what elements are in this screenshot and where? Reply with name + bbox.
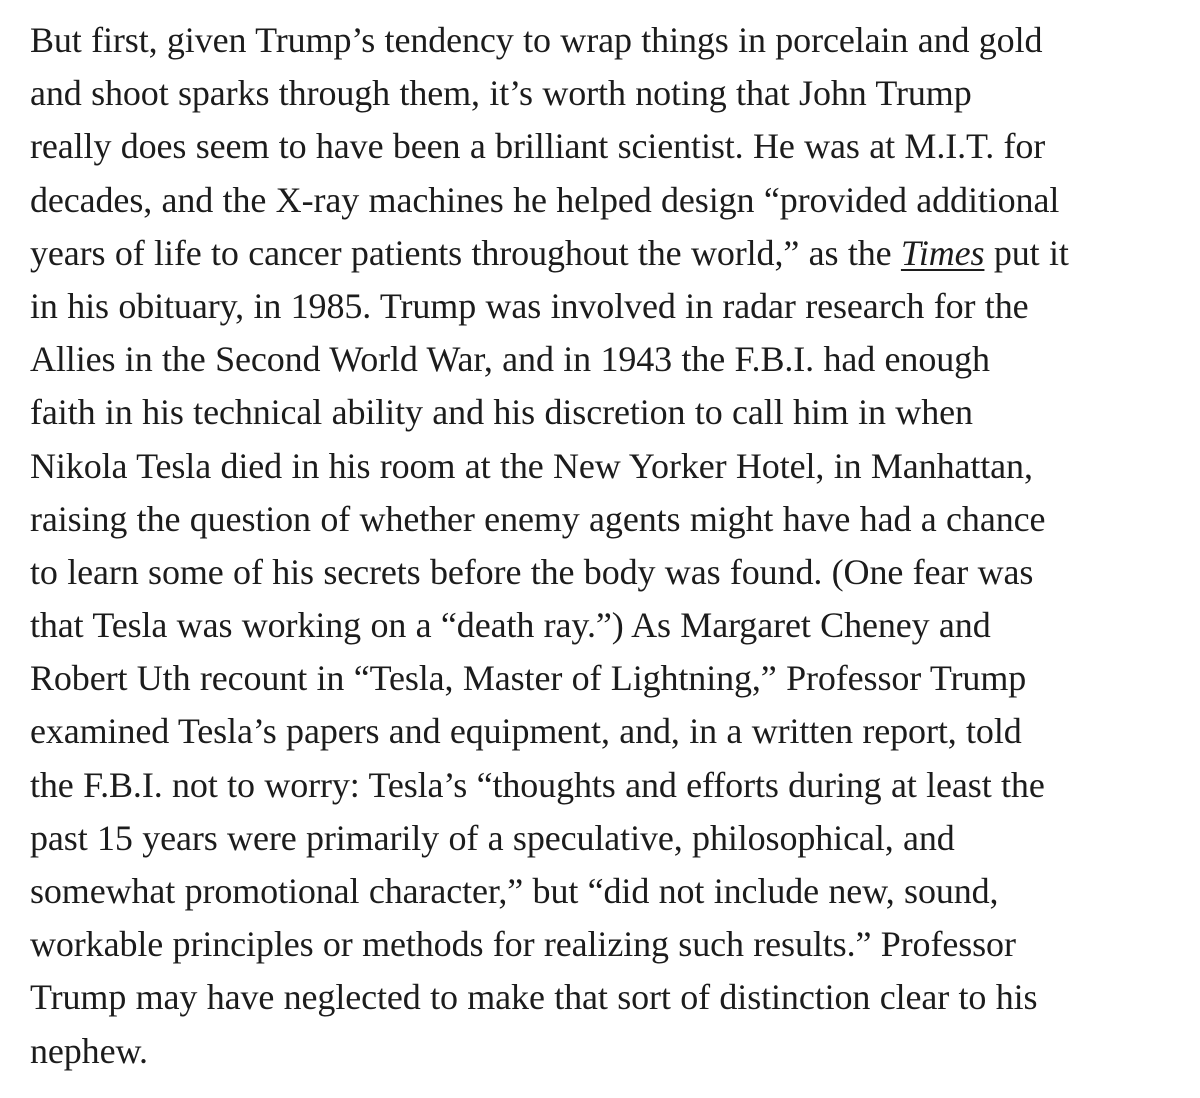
line-5-text-after-link: put it xyxy=(984,232,1069,273)
paragraph-line-6: in his obituary, in 1985. Trump was involved in radar research for the xyxy=(30,285,1029,326)
paragraph-line-8: faith in his technical ability and his discretion to call him in when xyxy=(30,392,973,433)
paragraph-line-11: to learn some of his secrets before the body was found. (One fear was xyxy=(30,551,1034,592)
paragraph-line-12: that Tesla was working on a “death ray.”) As Margaret Cheney and xyxy=(30,605,991,646)
paragraph-line-7: Allies in the Second World War, and in 1943 the F.B.I. had enough xyxy=(30,339,990,380)
paragraph-line-15: the F.B.I. not to worry: Tesla’s “thoughts and efforts during at least the xyxy=(30,764,1045,805)
paragraph-line-4: decades, and the X-ray machines he helped design “provided additional xyxy=(30,179,1060,220)
paragraph-line-1: But first, given Trump’s tendency to wrap things in porcelain and gold xyxy=(30,20,1043,60)
paragraph-line-3: really does seem to have been a brilliant scientist. He was at M.I.T. for xyxy=(30,126,1046,167)
paragraph-line-10: raising the question of whether enemy agents might have had a chance xyxy=(30,498,1046,539)
paragraph-line-17: somewhat promotional character,” but “did not include new, sound, xyxy=(30,871,999,911)
paragraph-line-16: past 15 years were primarily of a speculative, philosophical, and xyxy=(30,817,955,858)
paragraph-line-5 xyxy=(30,227,1140,280)
paragraph-line-19: Trump may have neglected to make that sort of distinction clear to his xyxy=(30,977,1038,1018)
paragraph-line-13: Robert Uth recount in “Tesla, Master of Lightning,” Professor Trump xyxy=(30,658,1027,699)
line-5-text-before-link: years of life to cancer patients throughout the world,” as the xyxy=(30,232,901,273)
paragraph-line-9: Nikola Tesla died in his room at the New Yorker Hotel, in Manhattan, xyxy=(30,445,1033,486)
paragraph-line-14: examined Tesla’s papers and equipment, and, in a written report, told xyxy=(30,711,1022,752)
article-paragraph xyxy=(30,14,1140,1078)
paragraph-line-20: nephew. xyxy=(30,1030,148,1071)
paragraph-line-2: and shoot sparks through them, it’s worth noting that John Trump xyxy=(30,73,972,114)
paragraph-line-18: workable principles or methods for realizing such results.” Professor xyxy=(30,924,1016,965)
times-link[interactable]: Times xyxy=(900,232,985,273)
